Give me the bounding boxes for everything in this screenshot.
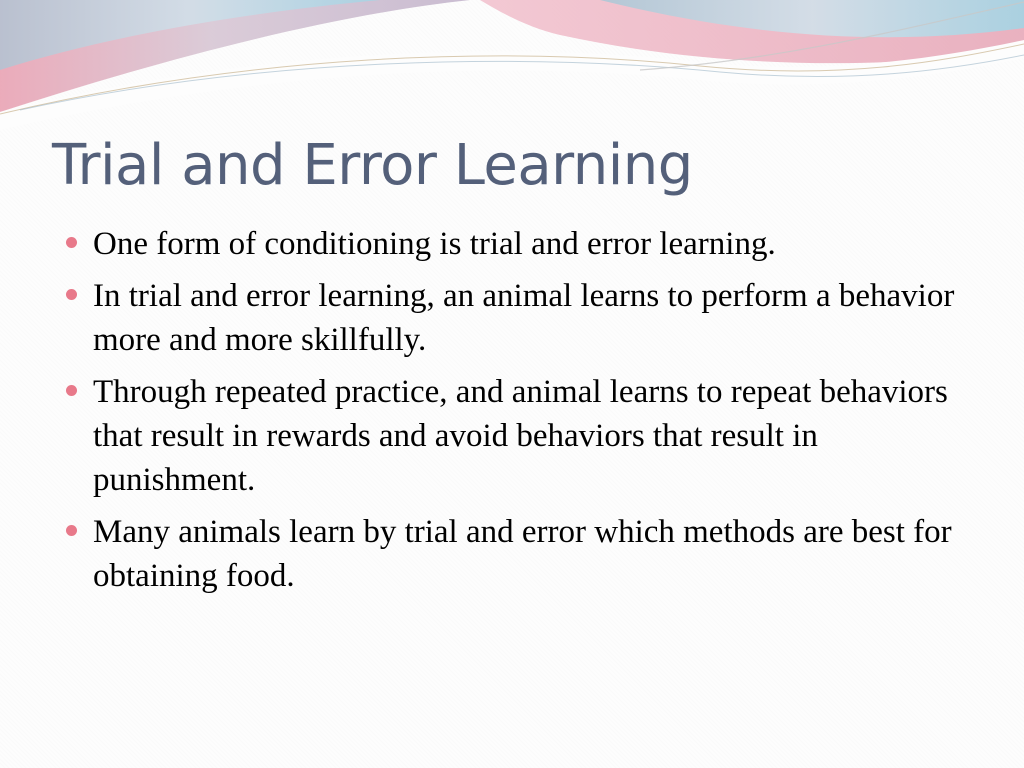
bullet-dot-icon [66, 289, 77, 300]
bullet-text: Through repeated practice, and animal learns to repeat behaviors that result in rewards and avoid behaviors that result in punishment. [93, 374, 948, 498]
bullet-text: One form of conditioning is trial and error learning. [93, 226, 776, 262]
bullet-item [66, 274, 966, 362]
bullet-text: Many animals learn by trial and error which methods are best for obtaining food. [93, 514, 952, 594]
bullet-item [66, 370, 966, 502]
bullet-dot-icon [66, 525, 77, 536]
bullet-item [66, 510, 966, 598]
bullet-text: In trial and error learning, an animal learns to perform a behavior more and more skillfully. [93, 278, 955, 358]
bullet-list [66, 222, 966, 606]
header-wave-decoration [0, 0, 1024, 130]
slide-title: Trial and Error Learning [52, 133, 693, 198]
bullet-dot-icon [66, 237, 77, 248]
bullet-item [66, 222, 966, 266]
bullet-dot-icon [66, 385, 77, 396]
